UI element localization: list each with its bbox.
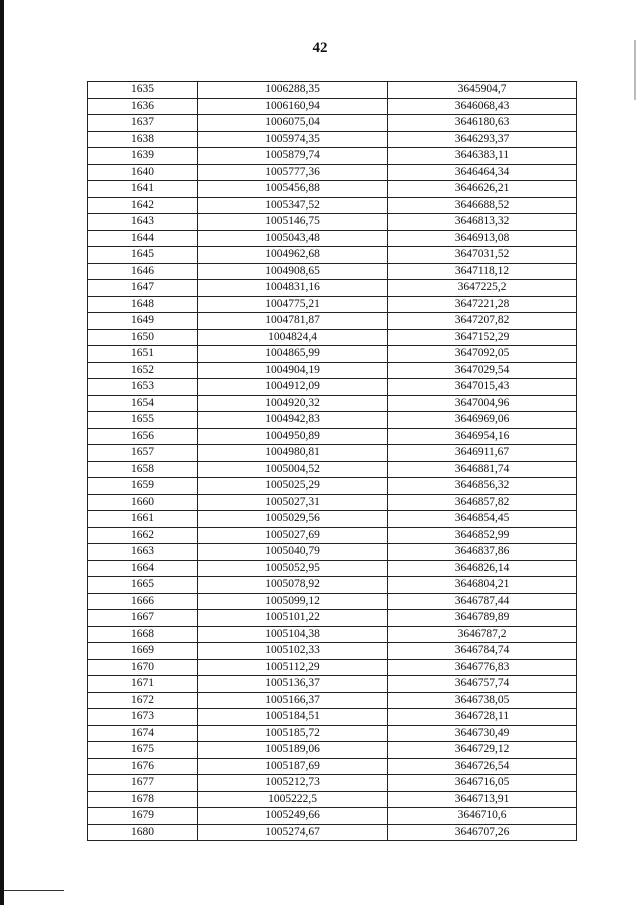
point-number-cell: 1652 xyxy=(88,362,198,379)
table-row xyxy=(88,808,577,825)
table-row xyxy=(88,643,577,660)
table-row xyxy=(88,148,577,165)
x-coordinate-cell: 1004908,65 xyxy=(198,263,388,280)
point-number-cell: 1674 xyxy=(88,725,198,742)
point-number-cell: 1654 xyxy=(88,395,198,412)
y-coordinate-cell: 3646954,16 xyxy=(388,428,577,445)
point-number-cell: 1646 xyxy=(88,263,198,280)
table-row xyxy=(88,478,577,495)
y-coordinate-cell: 3647207,82 xyxy=(388,313,577,330)
point-number-cell: 1655 xyxy=(88,412,198,429)
x-coordinate-cell: 1005456,88 xyxy=(198,181,388,198)
x-coordinate-cell: 1005112,29 xyxy=(198,659,388,676)
point-number-cell: 1637 xyxy=(88,115,198,132)
y-coordinate-cell: 3646730,49 xyxy=(388,725,577,742)
y-coordinate-cell: 3646729,12 xyxy=(388,742,577,759)
x-coordinate-cell: 1005189,06 xyxy=(198,742,388,759)
table-row xyxy=(88,329,577,346)
x-coordinate-cell: 1004775,21 xyxy=(198,296,388,313)
point-number-cell: 1645 xyxy=(88,247,198,264)
table-row xyxy=(88,379,577,396)
point-number-cell: 1653 xyxy=(88,379,198,396)
point-number-cell: 1672 xyxy=(88,692,198,709)
point-number-cell: 1639 xyxy=(88,148,198,165)
point-number-cell: 1673 xyxy=(88,709,198,726)
page-number: 42 xyxy=(312,40,328,56)
x-coordinate-cell: 1005146,75 xyxy=(198,214,388,231)
y-coordinate-cell: 3647152,29 xyxy=(388,329,577,346)
x-coordinate-cell: 1004904,19 xyxy=(198,362,388,379)
y-coordinate-cell: 3647118,12 xyxy=(388,263,577,280)
x-coordinate-cell: 1005974,35 xyxy=(198,131,388,148)
table-row xyxy=(88,593,577,610)
x-coordinate-cell: 1004781,87 xyxy=(198,313,388,330)
x-coordinate-cell: 1006075,04 xyxy=(198,115,388,132)
point-number-cell: 1643 xyxy=(88,214,198,231)
y-coordinate-cell: 3646787,44 xyxy=(388,593,577,610)
y-coordinate-cell: 3646804,21 xyxy=(388,577,577,594)
y-coordinate-cell: 3646776,83 xyxy=(388,659,577,676)
y-coordinate-cell: 3646881,74 xyxy=(388,461,577,478)
y-coordinate-cell: 3646913,08 xyxy=(388,230,577,247)
x-coordinate-cell: 1005274,67 xyxy=(198,824,388,841)
x-coordinate-cell: 1005136,37 xyxy=(198,676,388,693)
table-row xyxy=(88,775,577,792)
x-coordinate-cell: 1005185,72 xyxy=(198,725,388,742)
point-number-cell: 1656 xyxy=(88,428,198,445)
table-row xyxy=(88,214,577,231)
x-coordinate-cell: 1005004,52 xyxy=(198,461,388,478)
x-coordinate-cell: 1005043,48 xyxy=(198,230,388,247)
point-number-cell: 1675 xyxy=(88,742,198,759)
table-row xyxy=(88,742,577,759)
x-coordinate-cell: 1005078,92 xyxy=(198,577,388,594)
table-row xyxy=(88,82,577,99)
point-number-cell: 1638 xyxy=(88,131,198,148)
point-number-cell: 1664 xyxy=(88,560,198,577)
point-number-cell: 1678 xyxy=(88,791,198,808)
x-coordinate-cell: 1004980,81 xyxy=(198,445,388,462)
table-row xyxy=(88,445,577,462)
y-coordinate-cell: 3646969,06 xyxy=(388,412,577,429)
table-row xyxy=(88,263,577,280)
x-coordinate-cell: 1004912,09 xyxy=(198,379,388,396)
y-coordinate-cell: 3646911,67 xyxy=(388,445,577,462)
point-number-cell: 1660 xyxy=(88,494,198,511)
point-number-cell: 1677 xyxy=(88,775,198,792)
table-row xyxy=(88,791,577,808)
y-coordinate-cell: 3646707,26 xyxy=(388,824,577,841)
point-number-cell: 1667 xyxy=(88,610,198,627)
coordinates-table xyxy=(87,81,577,841)
y-coordinate-cell: 3645904,7 xyxy=(388,82,577,99)
y-coordinate-cell: 3646710,6 xyxy=(388,808,577,825)
y-coordinate-cell: 3646688,52 xyxy=(388,197,577,214)
x-coordinate-cell: 1005347,52 xyxy=(198,197,388,214)
y-coordinate-cell: 3646789,89 xyxy=(388,610,577,627)
x-coordinate-cell: 1005104,38 xyxy=(198,626,388,643)
table-row xyxy=(88,659,577,676)
x-coordinate-cell: 1005040,79 xyxy=(198,544,388,561)
table-row xyxy=(88,197,577,214)
table-row xyxy=(88,461,577,478)
table-row xyxy=(88,115,577,132)
x-coordinate-cell: 1006288,35 xyxy=(198,82,388,99)
point-number-cell: 1666 xyxy=(88,593,198,610)
x-coordinate-cell: 1005212,73 xyxy=(198,775,388,792)
y-coordinate-cell: 3646464,34 xyxy=(388,164,577,181)
x-coordinate-cell: 1004824,4 xyxy=(198,329,388,346)
y-coordinate-cell: 3647225,2 xyxy=(388,280,577,297)
table-row xyxy=(88,577,577,594)
table-row xyxy=(88,676,577,693)
table-row xyxy=(88,725,577,742)
x-coordinate-cell: 1005777,36 xyxy=(198,164,388,181)
y-coordinate-cell: 3647092,05 xyxy=(388,346,577,363)
y-coordinate-cell: 3646626,21 xyxy=(388,181,577,198)
y-coordinate-cell: 3646726,54 xyxy=(388,758,577,775)
x-coordinate-cell: 1005187,69 xyxy=(198,758,388,775)
table-row xyxy=(88,428,577,445)
y-coordinate-cell: 3646784,74 xyxy=(388,643,577,660)
point-number-cell: 1636 xyxy=(88,98,198,115)
table-row xyxy=(88,544,577,561)
table-row xyxy=(88,527,577,544)
table-row xyxy=(88,247,577,264)
point-number-cell: 1659 xyxy=(88,478,198,495)
y-coordinate-cell: 3647029,54 xyxy=(388,362,577,379)
x-coordinate-cell: 1005029,56 xyxy=(198,511,388,528)
point-number-cell: 1649 xyxy=(88,313,198,330)
table-body xyxy=(88,82,577,841)
table-row xyxy=(88,98,577,115)
y-coordinate-cell: 3647031,52 xyxy=(388,247,577,264)
y-coordinate-cell: 3646728,11 xyxy=(388,709,577,726)
table-row xyxy=(88,230,577,247)
point-number-cell: 1679 xyxy=(88,808,198,825)
y-coordinate-cell: 3647221,28 xyxy=(388,296,577,313)
point-number-cell: 1657 xyxy=(88,445,198,462)
table-row xyxy=(88,709,577,726)
x-coordinate-cell: 1005166,37 xyxy=(198,692,388,709)
x-coordinate-cell: 1004962,68 xyxy=(198,247,388,264)
x-coordinate-cell: 1005879,74 xyxy=(198,148,388,165)
table-row xyxy=(88,313,577,330)
point-number-cell: 1658 xyxy=(88,461,198,478)
table-row xyxy=(88,560,577,577)
table-row xyxy=(88,296,577,313)
y-coordinate-cell: 3646383,11 xyxy=(388,148,577,165)
y-coordinate-cell: 3646713,91 xyxy=(388,791,577,808)
point-number-cell: 1641 xyxy=(88,181,198,198)
point-number-cell: 1668 xyxy=(88,626,198,643)
point-number-cell: 1661 xyxy=(88,511,198,528)
y-coordinate-cell: 3646787,2 xyxy=(388,626,577,643)
footer-rule xyxy=(4,890,64,891)
x-coordinate-cell: 1004865,99 xyxy=(198,346,388,363)
point-number-cell: 1665 xyxy=(88,577,198,594)
table-row xyxy=(88,412,577,429)
x-coordinate-cell: 1005025,29 xyxy=(198,478,388,495)
table-row xyxy=(88,181,577,198)
table-row xyxy=(88,824,577,841)
y-coordinate-cell: 3646757,74 xyxy=(388,676,577,693)
table-row xyxy=(88,131,577,148)
point-number-cell: 1670 xyxy=(88,659,198,676)
point-number-cell: 1644 xyxy=(88,230,198,247)
y-coordinate-cell: 3647004,96 xyxy=(388,395,577,412)
point-number-cell: 1662 xyxy=(88,527,198,544)
point-number-cell: 1651 xyxy=(88,346,198,363)
point-number-cell: 1640 xyxy=(88,164,198,181)
point-number-cell: 1663 xyxy=(88,544,198,561)
point-number-cell: 1676 xyxy=(88,758,198,775)
x-coordinate-cell: 1005249,66 xyxy=(198,808,388,825)
y-coordinate-cell: 3646716,05 xyxy=(388,775,577,792)
x-coordinate-cell: 1004831,16 xyxy=(198,280,388,297)
table-row xyxy=(88,610,577,627)
y-coordinate-cell: 3646068,43 xyxy=(388,98,577,115)
x-coordinate-cell: 1005027,31 xyxy=(198,494,388,511)
x-coordinate-cell: 1005099,12 xyxy=(198,593,388,610)
y-coordinate-cell: 3646738,05 xyxy=(388,692,577,709)
scan-edge xyxy=(0,0,4,905)
x-coordinate-cell: 1005102,33 xyxy=(198,643,388,660)
point-number-cell: 1669 xyxy=(88,643,198,660)
table-row xyxy=(88,758,577,775)
y-coordinate-cell: 3646854,45 xyxy=(388,511,577,528)
point-number-cell: 1680 xyxy=(88,824,198,841)
point-number-cell: 1642 xyxy=(88,197,198,214)
y-coordinate-cell: 3646857,82 xyxy=(388,494,577,511)
table-row xyxy=(88,395,577,412)
table-row xyxy=(88,692,577,709)
x-coordinate-cell: 1006160,94 xyxy=(198,98,388,115)
y-coordinate-cell: 3646813,32 xyxy=(388,214,577,231)
point-number-cell: 1650 xyxy=(88,329,198,346)
table-row xyxy=(88,494,577,511)
table-row xyxy=(88,164,577,181)
x-coordinate-cell: 1005101,22 xyxy=(198,610,388,627)
x-coordinate-cell: 1004942,83 xyxy=(198,412,388,429)
point-number-cell: 1647 xyxy=(88,280,198,297)
table-row xyxy=(88,511,577,528)
x-coordinate-cell: 1005222,5 xyxy=(198,791,388,808)
y-coordinate-cell: 3647015,43 xyxy=(388,379,577,396)
table-row xyxy=(88,626,577,643)
x-coordinate-cell: 1005184,51 xyxy=(198,709,388,726)
y-coordinate-cell: 3646180,63 xyxy=(388,115,577,132)
x-coordinate-cell: 1005027,69 xyxy=(198,527,388,544)
table-row xyxy=(88,362,577,379)
point-number-cell: 1648 xyxy=(88,296,198,313)
point-number-cell: 1635 xyxy=(88,82,198,99)
y-coordinate-cell: 3646837,86 xyxy=(388,544,577,561)
y-coordinate-cell: 3646856,32 xyxy=(388,478,577,495)
table-row xyxy=(88,280,577,297)
y-coordinate-cell: 3646852,99 xyxy=(388,527,577,544)
table-row xyxy=(88,346,577,363)
point-number-cell: 1671 xyxy=(88,676,198,693)
y-coordinate-cell: 3646826,14 xyxy=(388,560,577,577)
x-coordinate-cell: 1004920,32 xyxy=(198,395,388,412)
x-coordinate-cell: 1004950,89 xyxy=(198,428,388,445)
y-coordinate-cell: 3646293,37 xyxy=(388,131,577,148)
x-coordinate-cell: 1005052,95 xyxy=(198,560,388,577)
